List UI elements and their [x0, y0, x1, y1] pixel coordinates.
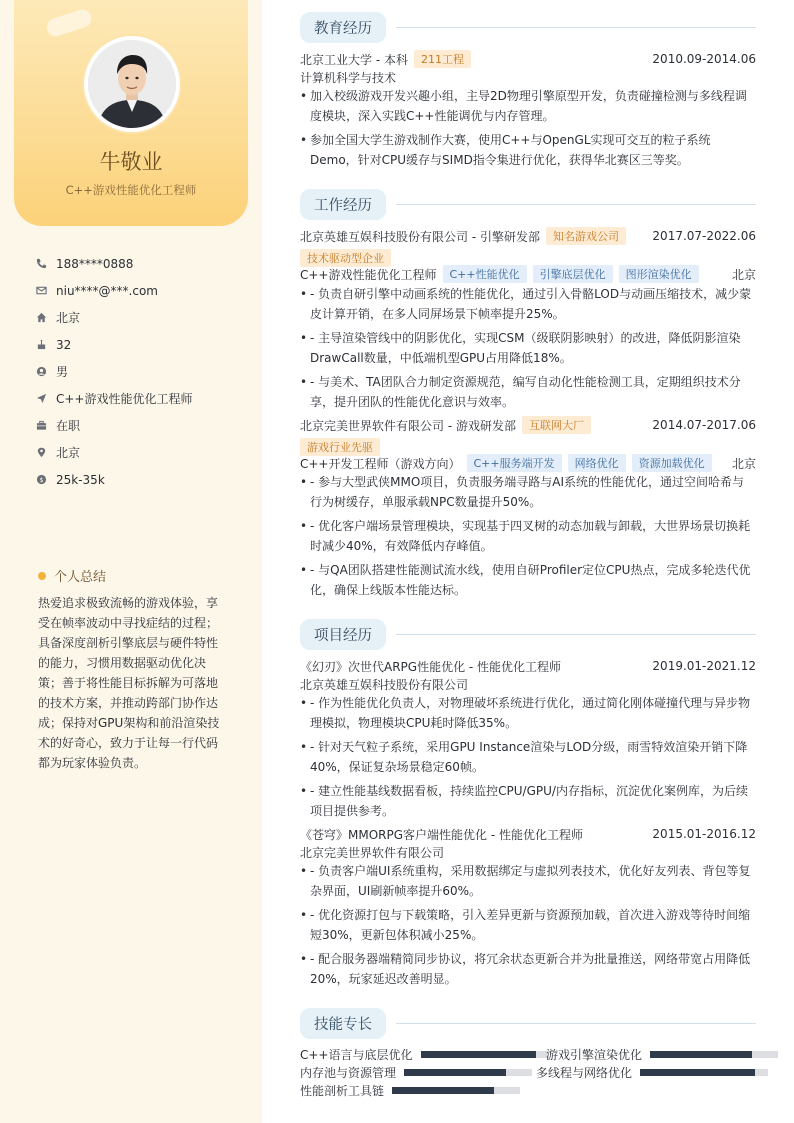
summary-heading-text: 个人总结 [54, 570, 107, 585]
skill-item [300, 1046, 549, 1063]
skill-bar [404, 1069, 532, 1076]
section-title: 工作经历 [300, 189, 386, 220]
education-major-row [300, 68, 756, 86]
work-header [300, 227, 756, 245]
project-name: 《苍穹》MMORPG客户端性能优化 - 性能优化工程师 [300, 827, 583, 842]
section-title: 项目经历 [300, 619, 386, 650]
contact-phone [36, 250, 193, 277]
contact-position [36, 385, 193, 412]
contact-text: 北京 [56, 446, 81, 460]
section-title: 技能专长 [300, 1008, 386, 1039]
school-name: 北京工业大学 - 本科 [300, 52, 408, 67]
briefcase-icon [36, 420, 56, 431]
email-icon [36, 285, 56, 296]
work-bullet: • - 优化客户端场景管理模块，实现基于四叉树的动态加载与卸载，大世界场景切换耗时减少40%，有效降低内存峰值。 [300, 516, 756, 556]
work-bullet: • - 与美术、TA团队合力制定资源规范，编写自动化性能检测工具，定期组织技术分享，提升团队的性能优化意识与效率。 [300, 372, 756, 412]
avatar [84, 36, 180, 132]
summary-heading [38, 566, 106, 585]
work-company: 北京英雄互娱科技股份有限公司 - 引擎研发部 [300, 229, 540, 244]
company-tag: 知名游戏公司 [546, 227, 626, 245]
project-bullet: • - 优化资源打包与下载策略，引入差异更新与资源预加载，首次进入游戏等待时间缩短30%，更新包体积减小25%。 [300, 905, 756, 945]
contact-text: niu****@***.com [56, 283, 158, 298]
contact-home [36, 304, 193, 331]
section-education [300, 12, 756, 43]
sidebar [0, 0, 262, 1123]
contact-age [36, 331, 193, 358]
avatar-photo [88, 40, 176, 128]
project-header [300, 657, 756, 675]
work-role-row [300, 265, 756, 283]
section-divider [396, 27, 756, 28]
company-tag: 互联网大厂 [522, 416, 591, 434]
contact-text: 北京 [56, 311, 81, 325]
project-company-row [300, 675, 756, 693]
skill-item [300, 1082, 520, 1099]
skill-name: C++语言与底层优化 [300, 1048, 413, 1062]
home-icon [36, 312, 56, 323]
project-company: 北京英雄互娱科技股份有限公司 [300, 677, 469, 692]
project-company: 北京完美世界软件有限公司 [300, 845, 445, 860]
project-bullet: • - 针对天气粒子系统，采用GPU Instance渲染与LOD分级，雨雪特效渲染开销下降40%，保证复杂场景稳定60帧。 [300, 737, 756, 777]
company-tag: 游戏行业先驱 [300, 438, 380, 456]
contact-salary [36, 466, 193, 493]
company-tag: 技术驱动型企业 [300, 249, 391, 267]
contact-email [36, 277, 193, 304]
contact-text: 32 [56, 337, 72, 352]
skill-bar [640, 1069, 768, 1076]
skill-tag: 资源加载优化 [632, 454, 712, 472]
salary-icon [36, 474, 56, 485]
contact-city [36, 439, 193, 466]
skill-bar-fill [392, 1087, 494, 1094]
section-divider [396, 634, 756, 635]
project-bullet: • - 建立性能基线数据看板，持续监控CPU/GPU/内存指标，沉淀优化案例库，为后续项目提供参考。 [300, 781, 756, 821]
project-name: 《幻刃》次世代ARPG性能优化 - 性能优化工程师 [300, 659, 562, 674]
education-bullet: • 加入校级游戏开发兴趣小组，主导2D物理引擎原型开发，负责碰撞检测与多线程调度模块，深入实践C++性能调优与内存管理。 [300, 86, 756, 126]
project-date: 2015.01-2016.12 [652, 827, 756, 841]
summary-text: 热爱追求极致流畅的游戏体验，享受在帧率波动中寻找症结的过程；具备深度剖析引擎底层与硬件特性的能力，习惯用数据驱动优化决策；善于将性能目标拆解为可落地的技术方案，并推动跨部门协作达成；保持对GPU架构和前沿渲染技术的好奇心，致力于让每一行代码都为玩家体验负责。 [38, 596, 220, 770]
person-photo-icon [88, 40, 176, 128]
svg-text:$: $ [39, 475, 44, 484]
work-date: 2014.07-2017.06 [652, 418, 756, 432]
contact-text: 25k-35k [56, 472, 105, 487]
section-title: 教育经历 [300, 12, 386, 43]
work-header [300, 416, 756, 434]
contact-text: 男 [56, 365, 69, 379]
project-bullet: • - 配合服务器端精简同步协议，将冗余状态更新合并为批量推送，网络带宽占用降低20%，玩家延迟改善明显。 [300, 949, 756, 989]
work-bullet: • - 与QA团队搭建性能测试流水线，使用自研Profiler定位CPU热点，完成多轮迭代优化，确保上线版本性能达标。 [300, 560, 756, 600]
skill-name: 多线程与网络优化 [536, 1066, 633, 1080]
skill-tag: 网络优化 [568, 454, 626, 472]
send-icon [36, 393, 56, 404]
contact-text: 在职 [56, 419, 81, 433]
school-tag: 211工程 [414, 50, 471, 68]
education-major: 计算机科学与技术 [300, 70, 397, 85]
work-city: 北京 [731, 456, 756, 471]
work-date: 2017.07-2022.06 [652, 229, 756, 243]
project-header [300, 825, 756, 843]
skill-bar-fill [650, 1051, 752, 1058]
section-divider [396, 204, 756, 205]
skill-item [300, 1064, 532, 1081]
section-projects [300, 619, 756, 650]
work-bullet: • - 负责自研引擎中动画系统的性能优化，通过引入骨骼LOD与动画压缩技术，减少蒙皮计算开销，在多人同屏场景下帧率提升25%。 [300, 284, 756, 324]
work-bullet: • - 主导渲染管线中的阴影优化，实现CSM（级联阴影映射）的改进，降低阴影渲染DrawCall数量，中低端机型GPU占用降低18%。 [300, 328, 756, 368]
work-role: C++游戏性能优化工程师 [300, 267, 437, 282]
contact-text: 188****0888 [56, 256, 134, 271]
profile-name: 牛敬业 [99, 150, 163, 174]
project-bullet: • - 作为性能优化负责人，对物理破坏系统进行优化，通过简化刚体碰撞代理与异步物理模拟，物理模块CPU耗时降低35%。 [300, 693, 756, 733]
skill-name: 游戏引擎渲染优化 [546, 1048, 643, 1062]
skill-name: 性能剖析工具链 [300, 1084, 385, 1098]
education-bullet: • 参加全国大学生游戏制作大赛，使用C++与OpenGL实现可交互的粒子系统Demo，针对CPU缓存与SIMD指令集进行优化，获得华北赛区三等奖。 [300, 130, 756, 170]
profile-title: C++游戏性能优化工程师 [65, 183, 197, 197]
skill-bar [650, 1051, 778, 1058]
education-date: 2010.09-2014.06 [652, 52, 756, 66]
contact-status [36, 412, 193, 439]
cake-icon [36, 339, 56, 350]
section-work [300, 189, 756, 220]
location-icon [36, 447, 56, 458]
skill-bar-fill [404, 1069, 506, 1076]
work-city: 北京 [731, 267, 756, 282]
skill-bar-fill [640, 1069, 755, 1076]
gender-icon [36, 366, 56, 377]
skill-item [536, 1064, 768, 1081]
work-company: 北京完美世界软件有限公司 - 游戏研发部 [300, 418, 516, 433]
summary-dot-icon [38, 572, 46, 580]
education-header [300, 50, 756, 68]
skill-tag: 图形渲染优化 [619, 265, 699, 283]
phone-icon [36, 258, 56, 269]
section-skills [300, 1008, 756, 1039]
skill-bar-fill [421, 1051, 536, 1058]
skill-name: 内存池与资源管理 [300, 1066, 397, 1080]
skill-bar [392, 1087, 520, 1094]
skill-item [546, 1046, 778, 1063]
skill-tag: C++性能优化 [443, 265, 527, 283]
contact-list [36, 250, 193, 493]
work-role: C++开发工程师（游戏方向） [300, 456, 461, 471]
section-divider [396, 1023, 756, 1024]
contact-text: C++游戏性能优化工程师 [56, 392, 193, 406]
skill-bar [421, 1051, 549, 1058]
project-date: 2019.01-2021.12 [652, 659, 756, 673]
work-role-row [300, 454, 756, 472]
decorative-pill [44, 7, 93, 38]
project-bullet: • - 负责客户端UI系统重构，采用数据绑定与虚拟列表技术，优化好友列表、背包等复杂界面，UI刷新帧率提升60%。 [300, 861, 756, 901]
skill-tag: C++服务端开发 [467, 454, 562, 472]
work-bullet: • - 参与大型武侠MMO项目，负责服务端寻路与AI系统的性能优化，通过空间哈希与行为树缓存，单服承载NPC数量提升50%。 [300, 472, 756, 512]
project-company-row [300, 843, 756, 861]
contact-gender [36, 358, 193, 385]
skill-tag: 引擎底层优化 [533, 265, 613, 283]
